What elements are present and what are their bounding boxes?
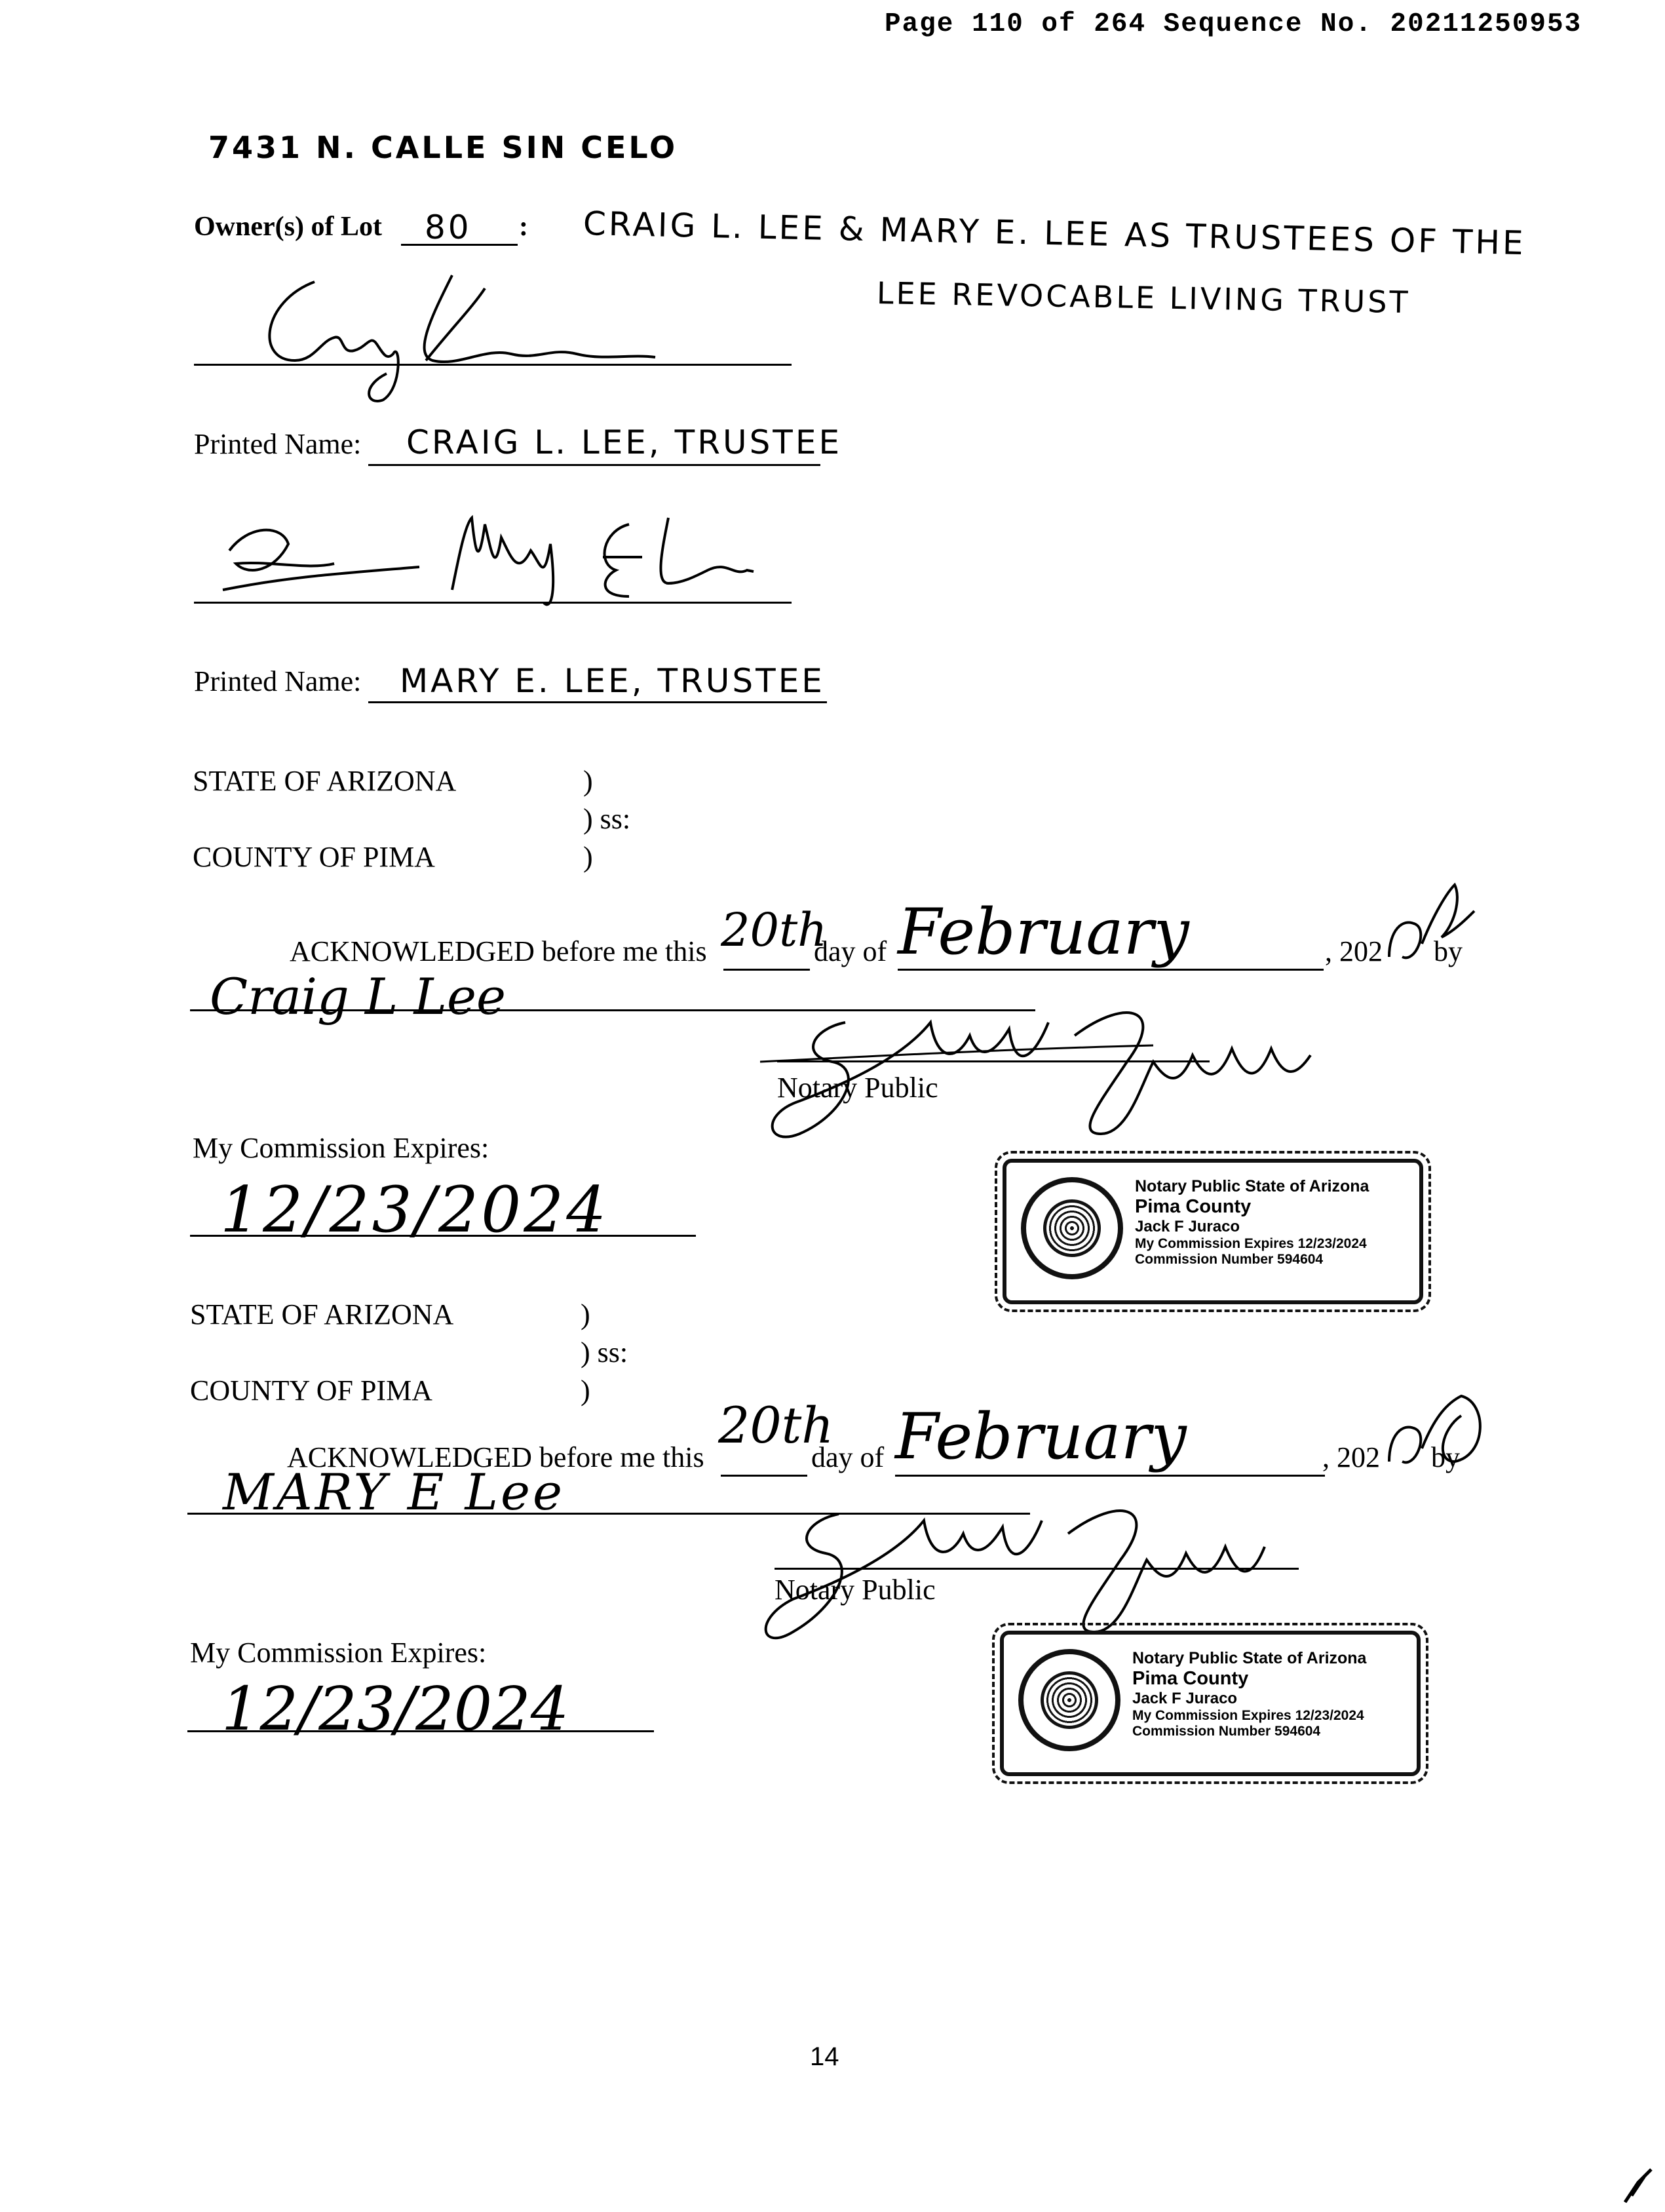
notary-stamp-1 xyxy=(1003,1159,1423,1304)
ack-day-1: 20th xyxy=(721,903,828,957)
craig-lee-signature xyxy=(236,262,695,406)
stamp-line-3: Jack F Juraco xyxy=(1132,1690,1238,1708)
owners-colon: : xyxy=(519,212,528,242)
state-label-1: STATE OF ARIZONA xyxy=(193,765,457,797)
stamp-line-3: Jack F Juraco xyxy=(1135,1218,1240,1236)
acknowledged-text-1: ACKNOWLEDGED before me this xyxy=(290,935,707,967)
owners-names-line2: LEE REVOCABLE LIVING TRUST xyxy=(876,275,1411,320)
stamp-line-4: My Commission Expires 12/23/2024 xyxy=(1135,1235,1367,1251)
stamp-line-5: Commission Number 594604 xyxy=(1135,1251,1324,1267)
paren-1a: ) xyxy=(583,765,593,797)
ack-month-1: February xyxy=(898,895,1189,969)
paren-1c: ) xyxy=(583,841,593,873)
notary-stamp-2 xyxy=(1000,1631,1421,1776)
printed-name-value-1: CRAIG L. LEE, TRUSTEE xyxy=(406,423,843,461)
stamp-line-1: Notary Public State of Arizona xyxy=(1132,1649,1367,1667)
ack-day-of-1: day of xyxy=(814,935,887,967)
stamp-line-2: Pima County xyxy=(1132,1667,1249,1689)
ack-by-1: by xyxy=(1434,935,1463,967)
stamp-line-4: My Commission Expires 12/23/2024 xyxy=(1132,1707,1364,1723)
county-label-2: COUNTY OF PIMA xyxy=(190,1374,432,1407)
commission-date-2: 12/23/2024 xyxy=(221,1674,569,1744)
notary-signature-1 xyxy=(760,983,1363,1154)
property-address: 7431 N. CALLE SIN CELO xyxy=(208,130,678,165)
ss-label-2: ) ss: xyxy=(581,1336,628,1368)
commission-label-2: My Commission Expires: xyxy=(190,1637,487,1669)
year-initials-2 xyxy=(1376,1376,1494,1481)
paren-2a: ) xyxy=(581,1298,590,1330)
stamp-line-1: Notary Public State of Arizona xyxy=(1135,1177,1369,1195)
page-number: 14 xyxy=(810,2042,839,2071)
ack-month-2: February xyxy=(895,1400,1187,1473)
notary-public-label-1: Notary Public xyxy=(777,1072,938,1104)
page-sequence-header: Page 110 of 264 Sequence No. 20211250953 xyxy=(885,9,1582,39)
arizona-seal-icon xyxy=(1018,1649,1120,1751)
notary-public-label-2: Notary Public xyxy=(775,1574,936,1606)
county-label-1: COUNTY OF PIMA xyxy=(193,841,435,873)
printed-name-label-2: Printed Name: xyxy=(194,665,362,697)
paren-2c: ) xyxy=(581,1374,590,1407)
ack-day-of-2: day of xyxy=(811,1441,885,1473)
arizona-seal-icon xyxy=(1021,1177,1123,1279)
ack-signer-name-2: MARY E Lee xyxy=(223,1463,565,1521)
lot-number: 80 xyxy=(425,208,472,246)
ack-day-2: 20th xyxy=(718,1396,834,1454)
mary-lee-signature xyxy=(210,498,813,616)
corner-mark xyxy=(1618,2163,1658,2209)
printed-name-label-1: Printed Name: xyxy=(194,428,362,460)
owners-names-line1: CRAIG L. LEE & MARY E. LEE AS TRUSTEES OF THE xyxy=(583,204,1527,263)
ack-by-2: by xyxy=(1431,1441,1460,1473)
ss-label-1: ) ss: xyxy=(583,803,631,835)
ack-year-1: , 202 xyxy=(1325,935,1383,967)
owners-of-lot-label: Owner(s) of Lot xyxy=(194,212,382,242)
printed-name-value-2: MARY E. LEE, TRUSTEE xyxy=(400,662,825,700)
stamp-line-2: Pima County xyxy=(1135,1195,1252,1217)
year-initials-1 xyxy=(1376,872,1481,977)
state-label-2: STATE OF ARIZONA xyxy=(190,1298,454,1330)
stamp-line-5: Commission Number 594604 xyxy=(1132,1723,1321,1739)
acknowledged-text-2: ACKNOWLEDGED before me this xyxy=(287,1441,704,1473)
ack-signer-name-1: Craig L Lee xyxy=(210,967,506,1026)
ack-year-2: , 202 xyxy=(1322,1441,1380,1473)
commission-date-1: 12/23/2024 xyxy=(220,1173,609,1247)
commission-label-1: My Commission Expires: xyxy=(193,1132,489,1164)
